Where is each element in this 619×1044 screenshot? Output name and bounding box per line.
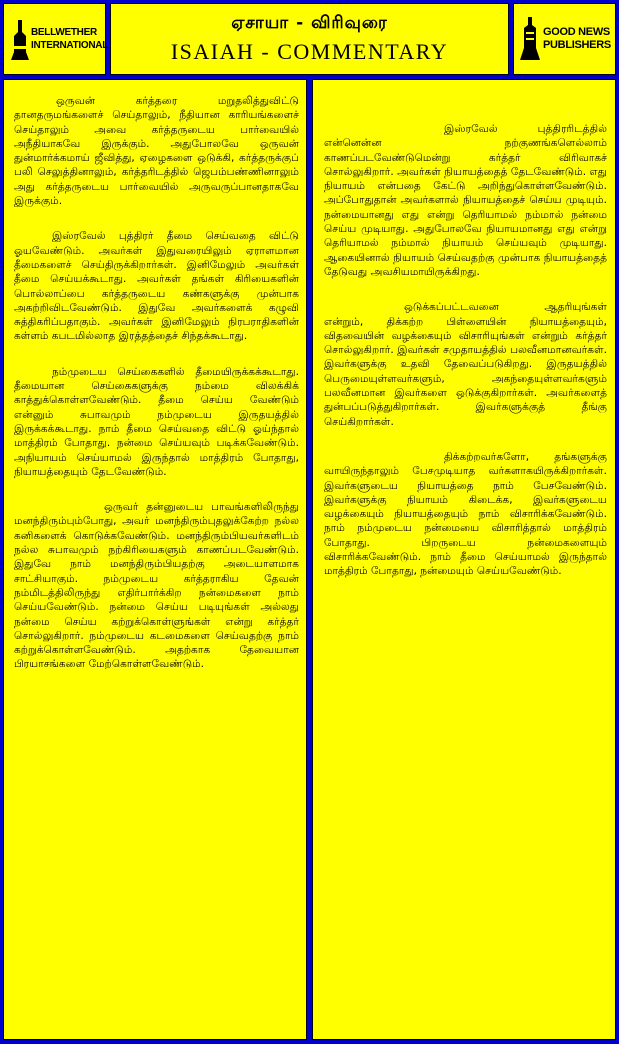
good-news-logo [513,3,616,75]
title-tamil: ஏசாயா - விரிவுரை [231,13,388,33]
logo-line-2: INTERNATIONAL [31,40,109,51]
left-column [3,79,307,1040]
good-news-logo-icon [519,16,541,62]
right-column [312,79,616,1040]
bellwether-logo-icon [10,18,30,62]
good-news-logo-text [543,26,611,52]
paragraph: ஒருவர் தன்னுடைய பாவங்களிலிருந்து மனந்திரும்பும்போது, அவர் மனந்திரும்புதலுக்கேற்ற நல்ல கனிகளைக் கொடுக்கவேண்டும். மனந்திரும்பியவர்களிடம் நல்ல சுபாவமும் நற்கிரியைகளும் காணப்படவேண்டும். இதுவே நாம் மனந்திரும்பியதற்கு அடையாளமாக சாட்சியாகும். நம்முடைய கர்த்தராகிய தேவன் நம்மிடத்திலிருந்து எதிர்பார்க்கிற நன்மைகளை நாம் செய்யவேண்டும். நன்மை செய்ய படியுங்கள் அல்லது நன்மை செய்ய கற்றுக்கொள்ளுங்கள் என்று கர்த்தர் சொல்லுகிறார். நம்முடைய கடமைகளை செய்வதற்கு நாம் கற்றுக்கொள்ளவேண்டும். அதற்காக தேவையான பிரயாசங்களை மேற்கொள்ளவேண்டும். [14,501,299,671]
page-header [0,0,619,78]
paragraph: இஸ்ரவேல் புத்திரரிடத்தில் என்னென்ன நற்குணங்களெல்லாம் காணப்படவேண்டுமென்று கர்த்தர் விரிவாகச் சொல்லுகிறார். அவர்கள் நியாயத்தைத் தேடவேண்டும். எது நியாயம் என்பதை கேட்டு அறிந்துகொள்ளவேண்டும். அப்போதுதான் அவர்களால் நியாயத்தைச் செய்ய முடியும். நன்மையானது எது என்று தெரியாமல் நம்மால் நன்மை செய்ய முடியாது. அதுபோலவே நியாயமானது எது என்று தெரியாமல் நம்மால் நியாயம் செய்யவும் முடியாது. ஆகையினால் நியாயம் செய்வதற்கு முன்பாக நியாயத்தைத் தேடுவது அவசியமாயிருக்கிறது. [324,123,607,278]
bellwether-logo [3,3,109,75]
bellwether-logo-text [31,26,108,52]
paragraph: இஸ்ரவேல் புத்திரர் தீமை செய்வதை விட்டு ஓயவேண்டும். அவர்கள் இதுவரையிலும் ஏராளமான தீமைகளைச் செய்திருக்கிறார்கள். இனிமேலும் அவர்கள் தீமை செய்யக்கூடாது. அவர்கள் தங்கள் கிரியைகளின் பொல்லாப்பை கர்த்தருடைய கண்களுக்கு முன்பாக அகற்றிவிடவேண்டும். இதுவே அவர்களைக் கழுவி சுத்திகரிப்பதாகும். அவர்கள் இனிமேலும் நிரபராதிகளின் கள்ளம் கபடமில்லாத இரத்தத்தைச் சிந்தக்கூடாது. [14,230,299,343]
title-box [110,3,509,75]
paragraph: திக்கற்றவர்களோ, தங்களுக்கு வாயிருந்தாலும் பேசமுடியாத வர்களாகயிருக்கிறார்கள். இவர்களுடைய நியாயத்தை நாம் பேசவேண்டும். இவர்களுக்கு நியாயம் கிடைக்க, இவர்களுடைய வழக்கையும் நியாயத்தையும் நாம் விசாரிக்கவேண்டும். நாம் நம்முடைய நன்மையை விசாரித்தால் மாத்திரம் போதாது. பிறருடைய நன்மைகளையும் விசாரிக்கவேண்டும். நாம் தீமை செய்யாமல் இருந்தால் மாத்திரம் போதாது, நன்மையும் செய்யவேண்டும். [324,450,607,578]
title-english: ISAIAH - COMMENTARY [170,39,449,64]
logo-line-1: BELLWETHER [31,27,97,38]
logo-line-2: PUBLISHERS [543,39,611,51]
paragraph: நம்முடைய செய்கைகளில் தீமையிருக்கக்கூடாது. தீமையான செய்கைகளுக்கு நம்மை விலக்கிக் காத்துக்கொள்ளவேண்டும். தீமை செய்ய வேண்டும் என்னும் சுபாவமும் நம்முடைய இருதயத்தில் இருக்கக்கூடாது. நாம் தீமை செய்வதை விட்டு ஓய்ந்தால் மாத்திரம் போதாது. நன்மை செய்யவும் படிக்கவேண்டும். அநியாயம் செய்யாமல் இருந்தால் மாத்திரம் போதாது, நியாயத்தையும் தேடவேண்டும். [14,365,299,478]
logo-line-1: GOOD NEWS [543,26,610,38]
paragraph: ஒருவன் கர்த்தரை மறுதலித்துவிட்டு தானதருமங்களைச் செய்தாலும், நீதியான காரியங்களைச் செய்தாலும் அவை கர்த்தருடைய பார்வையில் அநீதியாகவே இருக்கும். அதுபோலவே ஒருவன் துன்மார்க்கமாய் ஜீவித்து, ஏழைகளை ஒடுக்கி, கர்த்தருக்குப் பலி செலுத்தினாலும், கர்த்தரிடத்தில் ஜெபம்பண்ணினாலும் அது கர்த்தருடைய பார்வையில் அருவருப்பானதாகவே இருக்கும். [14,95,299,208]
paragraph: ஒடுக்கப்பட்டவனை ஆதரியுங்கள் என்றும், திக்கற்ற பிள்ளையின் நியாயத்தையும், விதவையின் வழக்கையும் விசாரியுங்கள் என்றும் கர்த்தர் சொல்லுகிறார். இவர்கள் சமுதாயத்தில் பலவீனமானவர்கள். இவர்களுக்கு உதவி தேவைப்படுகிறது. இருதயத்தில் பெருமையுள்ளவர்களும், அகந்தையுள்ளவர்களும் பலவீனமான இவர்களை ஒடுக்குகிறார்கள். அவர்களைத் துன்பப்படுத்துகிறார்கள். இவர்களுக்குத் தீங்கு செய்கிறார்கள். [324,301,607,428]
